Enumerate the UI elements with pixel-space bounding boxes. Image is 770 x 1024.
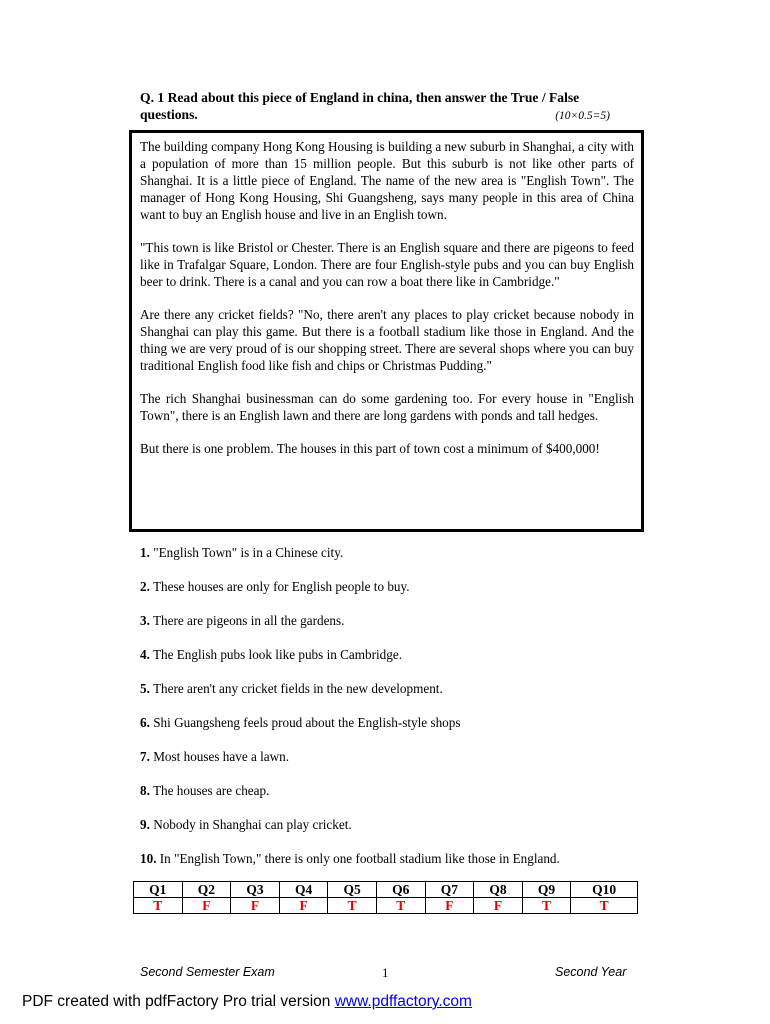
- answer-header-cell: Q9: [522, 882, 571, 898]
- statement-item: [140, 646, 620, 680]
- passage-paragraph: Are there any cricket fields? "No, there aren't any places to play cricket because nobody in Shanghai can play this game. But there is a football stadium like those in England. And the thing we are very proud of is our shopping street. There are several shops where you can buy traditional English food like fish and chips or Christmas Pudding.": [140, 307, 634, 373]
- answer-cell: F: [231, 898, 280, 914]
- statement-number: 8.: [140, 783, 150, 798]
- answer-header-cell: Q7: [425, 882, 474, 898]
- statement-text: There are pigeons in all the gardens.: [149, 613, 345, 628]
- statement-text: Nobody in Shanghai can play cricket.: [149, 817, 352, 832]
- question-title: Q. 1 Read about this piece of England in china, then answer the True / False: [140, 90, 580, 105]
- statement-number: 6.: [140, 715, 150, 730]
- statement-number: 10.: [140, 851, 157, 866]
- statement-text: There aren't any cricket fields in the new development.: [149, 681, 443, 696]
- passage-paragraph: But there is one problem. The houses in this part of town cost a minimum of $400,000!: [140, 441, 600, 456]
- footer-year: Second Year: [555, 965, 627, 979]
- statement-text: The houses are cheap.: [149, 783, 270, 798]
- answer-header-cell: Q8: [474, 882, 523, 898]
- answer-cell: F: [474, 898, 523, 914]
- statement-item: [140, 816, 620, 850]
- statement-text: These houses are only for English people to buy.: [149, 579, 410, 594]
- answer-cell: T: [522, 898, 571, 914]
- answer-cell: T: [328, 898, 377, 914]
- pdf-note-text: PDF created with pdfFactory Pro trial version: [22, 993, 335, 1010]
- answer-cell: F: [279, 898, 328, 914]
- answer-key-table: [133, 881, 638, 914]
- question-header: [140, 89, 610, 125]
- answer-cell: F: [425, 898, 474, 914]
- statement-item: [140, 782, 620, 816]
- passage-paragraph: The building company Hong Kong Housing is building a new suburb in Shanghai, a city with a population of more than 15 million people. But this suburb is not like other parts of Shanghai. It is a little piece of England. The name of the new area is "English Town". The manager of Hong Kong Housing, Shi Guangsheng, says many people in this area of China want to buy an English house and live in an English town.: [140, 139, 634, 222]
- answer-cell: T: [376, 898, 425, 914]
- statement-number: 1.: [140, 545, 150, 560]
- answer-cell: F: [182, 898, 231, 914]
- answer-table-header-row: [134, 882, 638, 898]
- true-false-statements: [140, 544, 620, 884]
- statement-item: [140, 850, 620, 884]
- statement-text: "English Town" is in a Chinese city.: [149, 545, 344, 560]
- reading-passage-box: [129, 130, 644, 532]
- pdf-creator-note: [22, 993, 472, 1011]
- answer-cell: T: [571, 898, 638, 914]
- answer-header-cell: Q10: [571, 882, 638, 898]
- pdffactory-link[interactable]: www.pdffactory.com: [334, 993, 472, 1010]
- statement-item: [140, 714, 620, 748]
- statement-number: 3.: [140, 613, 150, 628]
- footer-page-number: 1: [382, 965, 389, 980]
- statement-text: In "English Town," there is only one football stadium like those in England.: [156, 851, 560, 866]
- answer-table-answer-row: [134, 898, 638, 914]
- statement-number: 2.: [140, 579, 150, 594]
- question-marks: (10×0.5=5): [555, 110, 610, 122]
- statement-item: [140, 578, 620, 612]
- passage-paragraph: The rich Shanghai businessman can do some gardening too. For every house in "English Town", there is an English lawn and there are long gardens with ponds and tall hedges.: [140, 391, 634, 423]
- answer-header-cell: Q1: [134, 882, 183, 898]
- answer-header-cell: Q6: [376, 882, 425, 898]
- question-title-row2: [140, 106, 610, 125]
- statement-number: 5.: [140, 681, 150, 696]
- answer-header-cell: Q3: [231, 882, 280, 898]
- answer-header-cell: Q5: [328, 882, 377, 898]
- answer-header-cell: Q4: [279, 882, 328, 898]
- answer-header-cell: Q2: [182, 882, 231, 898]
- footer-exam-name: Second Semester Exam: [140, 965, 275, 979]
- statement-number: 4.: [140, 647, 150, 662]
- statement-text: The English pubs look like pubs in Cambridge.: [149, 647, 403, 662]
- statement-item: [140, 680, 620, 714]
- statement-item: [140, 748, 620, 782]
- answer-cell: T: [134, 898, 183, 914]
- statement-text: Shi Guangsheng feels proud about the English-style shops: [149, 715, 461, 730]
- statement-item: [140, 544, 620, 578]
- statement-number: 7.: [140, 749, 150, 764]
- statement-number: 9.: [140, 817, 150, 832]
- statement-text: Most houses have a lawn.: [149, 749, 290, 764]
- statement-item: [140, 612, 620, 646]
- passage-paragraph: "This town is like Bristol or Chester. There is an English square and there are pigeons to feed like in Trafalgar Square, London. There are four English-style pubs and you can buy English beer to drink. There is a canal and you can row a boat there like in Cambridge.": [140, 240, 634, 289]
- question-title-end: questions.: [140, 107, 198, 122]
